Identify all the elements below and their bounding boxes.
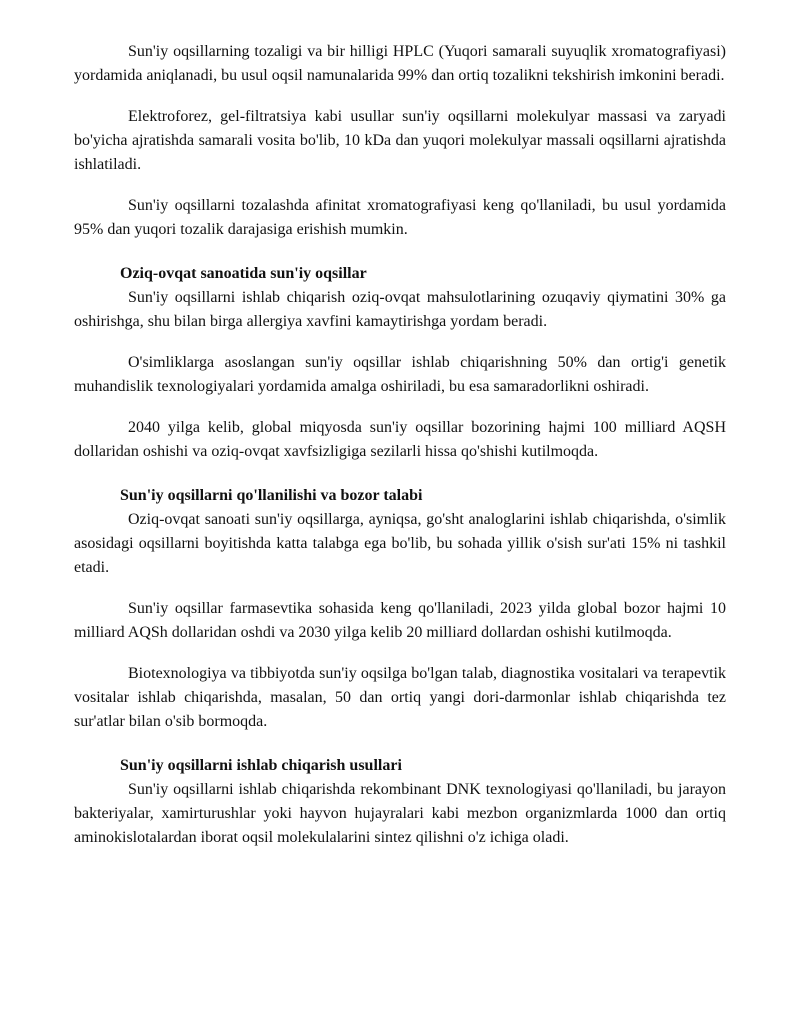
paragraph: Elektroforez, gel-filtratsiya kabi usullar sun'iy oqsillarni molekulyar massasi va zaryadi bo'yicha ajratishda samarali vosita bo'lib, 10 kDa dan yuqori molekulyar massali oqsillarni ajratishda ishlatiladi. xyxy=(74,108,726,173)
paragraph: 2040 yilga kelib, global miqyosda sun'iy oqsillar bozorining hajmi 100 milliard AQSH dollaridan oshishi va oziq-ovqat xavfsizligiga sezilarli hissa qo'shishi kutilmoqda. xyxy=(74,419,726,460)
section-heading: Sun'iy oqsillarni ishlab chiqarish usullari xyxy=(120,757,402,774)
paragraph: O'simliklarga asoslangan sun'iy oqsillar ishlab chiqarishning 50% dan ortig'i genetik muhandislik texnologiyalari yordamida amalga oshiriladi, bu esa samaradorlikni oshiradi. xyxy=(74,354,726,395)
paragraph: Sun'iy oqsillarni ishlab chiqarishda rekombinant DNK texnologiyasi qo'llaniladi, bu jarayon bakteriyalar, xamirturushlar yoki hayvon hujayralari kabi mezbon organizmlarda 1000 dan ortiq aminokislotalardan iborat oqsil molekulalarini sintez qilishni o'z ichiga oladi. xyxy=(74,781,726,846)
paragraph: Biotexnologiya va tibbiyotda sun'iy oqsilga bo'lgan talab, diagnostika vositalari va terapevtik vositalar ishlab chiqarishda, masalan, 50 dan ortiq yangi dori-darmonlar ishlab chiqarishda tez sur'atlar bilan o'sib bormoqda. xyxy=(74,665,726,730)
section-heading: Oziq-ovqat sanoatida sun'iy oqsillar xyxy=(120,265,367,282)
paragraph: Sun'iy oqsillar farmasevtika sohasida keng qo'llaniladi, 2023 yilda global bozor hajmi 10 milliard AQSh dollaridan oshdi va 2030 yilga kelib 20 milliard dollardan oshishi kutilmoqda. xyxy=(74,600,726,641)
document-page xyxy=(74,40,726,850)
section-heading: Sun'iy oqsillarni qo'llanilishi va bozor talabi xyxy=(120,487,423,504)
paragraph: Sun'iy oqsillarni ishlab chiqarish oziq-ovqat mahsulotlarining ozuqaviy qiymatini 30% ga oshirishga, shu bilan birga allergiya xavfini kamaytirishga yordam beradi. xyxy=(74,289,726,330)
paragraph: Sun'iy oqsillarning tozaligi va bir hilligi HPLC (Yuqori samarali suyuqlik xromatografiyasi) yordamida aniqlanadi, bu usul oqsil namunalarida 99% dan ortiq tozalikni tekshirish imkonini beradi. xyxy=(74,43,726,84)
paragraph: Sun'iy oqsillarni tozalashda afinitat xromatografiyasi keng qo'llaniladi, bu usul yordamida 95% dan yuqori tozalik darajasiga erishish mumkin. xyxy=(74,197,726,238)
paragraph: Oziq-ovqat sanoati sun'iy oqsillarga, ayniqsa, go'sht analoglarini ishlab chiqarishda, o'simlik asosidagi oqsillarni boyitishda katta talabga ega bo'lib, bu sohada yillik o'sish sur'ati 15% ni tashkil etadi. xyxy=(74,511,726,576)
